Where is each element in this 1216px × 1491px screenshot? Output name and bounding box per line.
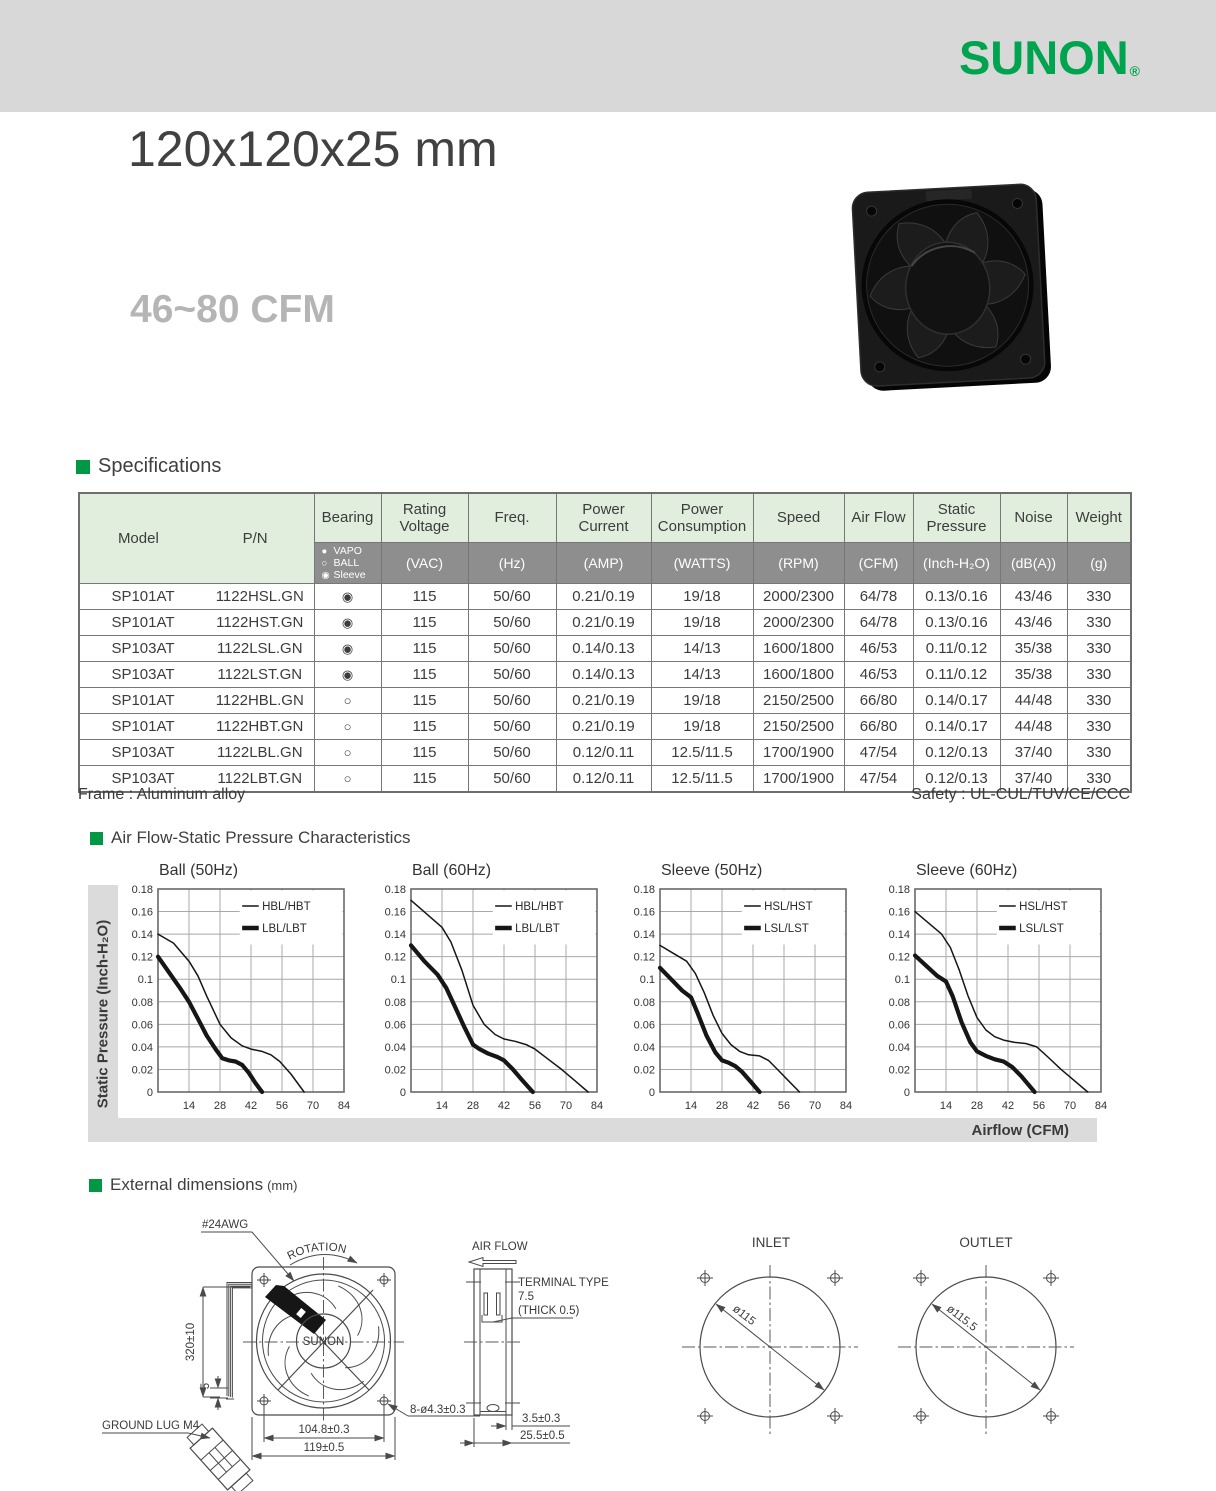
y-tick-label: 0.02 [131, 1064, 153, 1077]
table-footnotes [78, 786, 1130, 804]
cell-airflow: 46/53 [844, 636, 913, 662]
cell-consumption: 12.5/11.5 [651, 766, 753, 793]
cell-pressure: 0.11/0.12 [913, 662, 1000, 688]
cell-pn: 1122HSL.GN [206, 584, 314, 610]
legend-entry: LSL/LST [764, 923, 809, 935]
series-hsl-hst [660, 945, 800, 1092]
cell-freq: 50/60 [468, 766, 556, 793]
y-tick-label: 0.16 [131, 906, 153, 919]
chart-plot [371, 885, 611, 1115]
specifications-heading-label: Specifications [98, 455, 222, 477]
cell-bearing: ◉ [314, 584, 381, 610]
cell-weight: 330 [1067, 714, 1131, 740]
chart-title: Ball (60Hz) [412, 862, 492, 879]
page-title: 120x120x25 mm [128, 121, 498, 177]
col-unit-pressure: (Inch-H₂O) [913, 543, 1000, 584]
cell-pn: 1122HST.GN [206, 610, 314, 636]
cable-length-dim: 320±10 [185, 1322, 197, 1362]
cell-freq: 50/60 [468, 714, 556, 740]
bearing-legend-item: ● VAPO [321, 544, 362, 557]
y-tick-label: 0.08 [888, 996, 910, 1009]
y-tick-label: 0.04 [384, 1041, 406, 1054]
col-header-bearing: Bearing [314, 493, 381, 543]
x-tick-label: 14 [435, 1100, 449, 1112]
col-header-airflow: Air Flow [844, 493, 913, 543]
cell-airflow: 64/78 [844, 584, 913, 610]
cell-speed: 1600/1800 [753, 636, 844, 662]
series-lbl-lbt [411, 945, 533, 1092]
chart-ball-60hz [371, 862, 629, 1118]
cell-noise: 37/40 [1000, 766, 1067, 793]
cell-freq: 50/60 [468, 584, 556, 610]
outlet-drawing [898, 1235, 1074, 1437]
y-tick-label: 0.18 [131, 885, 153, 896]
x-tick-label: 42 [244, 1100, 258, 1112]
cell-pressure: 0.11/0.12 [913, 636, 1000, 662]
series-lsl-lst [660, 968, 760, 1092]
cell-consumption: 19/18 [651, 610, 753, 636]
col-header-pressure: Static Pressure [913, 493, 1000, 543]
table-row [79, 610, 1131, 636]
cell-airflow: 47/54 [844, 766, 913, 793]
outlet-diameter-dim: ø115.5 [944, 1302, 980, 1334]
y-tick-label: 0.06 [888, 1019, 910, 1032]
sunon-logo [959, 30, 1140, 85]
cell-voltage: 115 [381, 584, 468, 610]
cell-bearing: ◉ [314, 662, 381, 688]
y-tick-label: 0.12 [633, 951, 655, 964]
col-header-voltage: Rating Voltage [381, 493, 468, 543]
cfm-range: 46~80 CFM [130, 288, 335, 331]
airflow-heading [90, 828, 410, 848]
cell-model: SP101AT [79, 610, 206, 636]
x-tick-label: 56 [777, 1100, 791, 1112]
cell-noise: 43/46 [1000, 610, 1067, 636]
y-tick-label: 0.14 [888, 929, 910, 942]
chart-title: Sleeve (60Hz) [916, 862, 1018, 879]
model-pn-header [79, 493, 314, 584]
table-row [79, 688, 1131, 714]
y-tick-label: 0.16 [384, 906, 406, 919]
y-axis-strip [88, 885, 118, 1142]
cell-weight: 330 [1067, 688, 1131, 714]
y-tick-label: 0.18 [888, 885, 910, 896]
pn-header: P/N [242, 530, 268, 547]
x-tick-label: 42 [1001, 1100, 1015, 1112]
cell-pn: 1122LBT.GN [206, 766, 314, 793]
table-row [79, 662, 1131, 688]
cell-voltage: 115 [381, 636, 468, 662]
x-tick-label: 70 [1063, 1100, 1077, 1112]
y-tick-label: 0.12 [131, 951, 153, 964]
terminal-size-label: 7.5 [518, 1291, 534, 1303]
frame-note: Frame : Aluminum alloy [78, 786, 246, 803]
legend-entry: HSL/HST [1019, 901, 1068, 913]
safety-note: Safety : UL-CUL/TUV/CE/CCC [911, 786, 1130, 803]
cell-weight: 330 [1067, 584, 1131, 610]
x-tick-label: 84 [590, 1100, 604, 1112]
y-tick-label: 0.04 [888, 1041, 910, 1054]
ground-lug-label: GROUND LUG M4 [102, 1420, 200, 1432]
cell-voltage: 115 [381, 688, 468, 714]
cell-pn: 1122LST.GN [206, 662, 314, 688]
bearing-legend-item: ◉ Sleeve [321, 569, 366, 582]
cell-voltage: 115 [381, 766, 468, 793]
chart-sleeve-50hz [620, 862, 878, 1118]
x-tick-label: 14 [939, 1100, 953, 1112]
cell-speed: 1700/1900 [753, 766, 844, 793]
dimension-drawings [60, 1210, 1216, 1491]
cell-pressure: 0.14/0.17 [913, 688, 1000, 714]
wire-channel [265, 1285, 326, 1334]
cell-current: 0.21/0.19 [556, 584, 651, 610]
y-tick-label: 0.12 [888, 951, 910, 964]
cell-speed: 2150/2500 [753, 688, 844, 714]
cell-speed: 1700/1900 [753, 740, 844, 766]
x-tick-label: 42 [497, 1100, 511, 1112]
cell-pn: 1122LBL.GN [206, 740, 314, 766]
fan-product-image [845, 178, 1060, 413]
y-tick-label: 0.02 [384, 1064, 406, 1077]
cell-bearing: ◉ [314, 610, 381, 636]
cell-freq: 50/60 [468, 740, 556, 766]
hole-spec-label: 8-ø4.3±0.3 [410, 1404, 466, 1416]
cell-airflow: 66/80 [844, 714, 913, 740]
x-tick-label: 14 [684, 1100, 698, 1112]
y-tick-label: 0.16 [633, 906, 655, 919]
inlet-title: INLET [751, 1235, 791, 1250]
cell-consumption: 19/18 [651, 584, 753, 610]
inlet-drawing [682, 1235, 858, 1437]
cell-bearing: ◉ [314, 636, 381, 662]
cell-model: SP101AT [79, 584, 206, 610]
table-row [79, 714, 1131, 740]
dimensions-unit-label: (mm) [267, 1177, 298, 1193]
wire-gauge-label: #24AWG [202, 1219, 249, 1231]
cell-voltage: 115 [381, 610, 468, 636]
legend-entry: HBL/HBT [262, 901, 311, 913]
registered-mark: ® [1129, 63, 1140, 79]
table-row [79, 636, 1131, 662]
green-square-icon [76, 460, 90, 474]
cell-noise: 44/48 [1000, 688, 1067, 714]
col-header-speed: Speed [753, 493, 844, 543]
cell-speed: 2000/2300 [753, 610, 844, 636]
cell-bearing: ○ [314, 766, 381, 793]
x-tick-label: 56 [1032, 1100, 1046, 1112]
cell-model: SP101AT [79, 714, 206, 740]
rotation-text: ROTATION [285, 1241, 348, 1263]
x-axis-label: Airflow (CFM) [971, 1121, 1069, 1139]
cell-weight: 330 [1067, 662, 1131, 688]
terminal-type-label: TERMINAL TYPE [518, 1277, 609, 1289]
col-unit-weight: (g) [1067, 543, 1131, 584]
cell-noise: 37/40 [1000, 740, 1067, 766]
hub-logo: SUNON [302, 1336, 345, 1348]
y-tick-label: 0.02 [888, 1064, 910, 1077]
x-axis-strip [88, 1118, 1097, 1142]
y-tick-label: 0.14 [384, 929, 406, 942]
y-tick-label: 0 [648, 1087, 655, 1099]
cell-model: SP103AT [79, 766, 206, 793]
y-tick-label: 0.1 [137, 974, 153, 987]
cell-consumption: 14/13 [651, 636, 753, 662]
cell-weight: 330 [1067, 766, 1131, 793]
cell-airflow: 46/53 [844, 662, 913, 688]
chart-plot [875, 885, 1115, 1115]
ground-lug-drawing [183, 1421, 256, 1491]
cell-airflow: 47/54 [844, 740, 913, 766]
y-tick-label: 0 [146, 1087, 153, 1099]
cell-model: SP101AT [79, 688, 206, 714]
cell-current: 0.14/0.13 [556, 662, 651, 688]
col-unit-current: (AMP) [556, 543, 651, 584]
col-header-weight: Weight [1067, 493, 1131, 543]
cell-voltage: 115 [381, 662, 468, 688]
col-header-consumption: Power Consumption [651, 493, 753, 543]
green-square-icon [90, 832, 103, 845]
chart-plot [620, 885, 860, 1115]
col-header-current: Power Current [556, 493, 651, 543]
model-header: Model [117, 530, 159, 547]
cell-speed: 1600/1800 [753, 662, 844, 688]
cell-freq: 50/60 [468, 662, 556, 688]
y-tick-label: 0.08 [633, 996, 655, 1009]
cell-current: 0.21/0.19 [556, 714, 651, 740]
y-tick-label: 0.18 [633, 885, 655, 896]
cell-bearing: ○ [314, 714, 381, 740]
front-view-drawing [102, 1219, 480, 1491]
col-unit-noise: (dB(A)) [1000, 543, 1067, 584]
cell-pn: 1122HBT.GN [206, 714, 314, 740]
bearing-symbol-icon: ◉ [321, 570, 330, 582]
legend-entry: HSL/HST [764, 901, 813, 913]
x-tick-label: 70 [306, 1100, 320, 1112]
specifications-heading [76, 455, 221, 478]
x-tick-label: 14 [182, 1100, 196, 1112]
cell-pn: 1122HBL.GN [206, 688, 314, 714]
y-tick-label: 0.12 [384, 951, 406, 964]
y-tick-label: 0.06 [384, 1019, 406, 1032]
x-tick-label: 84 [1094, 1100, 1108, 1112]
x-tick-label: 28 [715, 1100, 729, 1112]
chart-plot [118, 885, 358, 1115]
cell-current: 0.14/0.13 [556, 636, 651, 662]
y-tick-label: 0.1 [894, 974, 910, 987]
bearing-symbol-icon: ● [321, 545, 328, 557]
x-tick-label: 56 [275, 1100, 289, 1112]
y-tick-label: 0.06 [131, 1019, 153, 1032]
legend-entry: LBL/LBT [262, 923, 307, 935]
cell-pressure: 0.13/0.16 [913, 584, 1000, 610]
col-unit-voltage: (VAC) [381, 543, 468, 584]
table-row [79, 584, 1131, 610]
y-tick-label: 0.04 [131, 1041, 153, 1054]
cell-weight: 330 [1067, 610, 1131, 636]
cell-voltage: 115 [381, 740, 468, 766]
cell-pn: 1122LSL.GN [206, 636, 314, 662]
cell-airflow: 64/78 [844, 610, 913, 636]
cell-noise: 44/48 [1000, 714, 1067, 740]
cell-airflow: 66/80 [844, 688, 913, 714]
y-tick-label: 0.04 [633, 1041, 655, 1054]
cell-freq: 50/60 [468, 688, 556, 714]
cell-current: 0.21/0.19 [556, 610, 651, 636]
col-header-noise: Noise [1000, 493, 1067, 543]
x-tick-label: 56 [528, 1100, 542, 1112]
cell-consumption: 19/18 [651, 714, 753, 740]
cell-model: SP103AT [79, 636, 206, 662]
cell-model: SP103AT [79, 662, 206, 688]
col-header-freq: Freq. [468, 493, 556, 543]
sunon-logo-text: SUNON [958, 31, 1129, 84]
side-view-drawing [460, 1241, 609, 1447]
dimensions-heading-label: External dimensions [110, 1175, 264, 1194]
cell-pressure: 0.12/0.13 [913, 766, 1000, 793]
cell-noise: 35/38 [1000, 636, 1067, 662]
y-tick-label: 0.14 [131, 929, 153, 942]
green-square-icon [89, 1179, 102, 1192]
x-tick-label: 84 [337, 1100, 351, 1112]
cell-noise: 35/38 [1000, 662, 1067, 688]
series-lsl-lst [915, 956, 1035, 1093]
y-tick-label: 0.14 [633, 929, 655, 942]
chart-title: Sleeve (50Hz) [661, 862, 763, 879]
cell-bearing: ○ [314, 740, 381, 766]
x-tick-label: 28 [466, 1100, 480, 1112]
cell-model: SP103AT [79, 740, 206, 766]
cable-offset-dim: 5 [200, 1382, 212, 1390]
col-unit-consumption: (WATTS) [651, 543, 753, 584]
x-tick-label: 28 [970, 1100, 984, 1112]
cell-speed: 2150/2500 [753, 714, 844, 740]
col-unit-freq: (Hz) [468, 543, 556, 584]
y-tick-label: 0.1 [390, 974, 406, 987]
legend-entry: LSL/LST [1019, 923, 1064, 935]
air-flow-arrow-icon [469, 1258, 516, 1267]
x-tick-label: 70 [559, 1100, 573, 1112]
table-row [79, 740, 1131, 766]
inlet-diameter-dim: ø115 [730, 1302, 758, 1328]
cell-pressure: 0.14/0.17 [913, 714, 1000, 740]
cell-pressure: 0.12/0.13 [913, 740, 1000, 766]
cell-consumption: 14/13 [651, 662, 753, 688]
col-unit-airflow: (CFM) [844, 543, 913, 584]
flange-dim: 3.5±0.3 [522, 1413, 561, 1425]
cell-bearing: ○ [314, 688, 381, 714]
outlet-title: OUTLET [959, 1235, 1013, 1250]
y-tick-label: 0.02 [633, 1064, 655, 1077]
depth-dim: 25.5±0.5 [520, 1430, 565, 1442]
air-flow-label: AIR FLOW [472, 1241, 528, 1253]
y-tick-label: 0.16 [888, 906, 910, 919]
y-tick-label: 0.18 [384, 885, 406, 896]
cell-noise: 43/46 [1000, 584, 1067, 610]
cell-consumption: 19/18 [651, 688, 753, 714]
x-tick-label: 70 [808, 1100, 822, 1112]
col-unit-speed: (RPM) [753, 543, 844, 584]
frame-size-dim: 119±0.5 [303, 1442, 345, 1454]
x-tick-label: 28 [213, 1100, 227, 1112]
cell-weight: 330 [1067, 740, 1131, 766]
bearing-legend-item: ○ BALL [321, 556, 360, 569]
bearing-symbol-icon: ○ [321, 557, 328, 569]
chart-title: Ball (50Hz) [159, 862, 239, 879]
legend-entry: LBL/LBT [515, 923, 560, 935]
y-tick-label: 0.06 [633, 1019, 655, 1032]
airflow-heading-label: Air Flow-Static Pressure Characteristics [111, 828, 411, 847]
cell-pressure: 0.13/0.16 [913, 610, 1000, 636]
specifications-table [78, 492, 1132, 793]
cell-current: 0.12/0.11 [556, 766, 651, 793]
dimensions-heading [89, 1175, 297, 1195]
cell-current: 0.21/0.19 [556, 688, 651, 714]
cell-speed: 2000/2300 [753, 584, 844, 610]
cell-weight: 330 [1067, 636, 1131, 662]
col-unit-bearing [314, 543, 381, 584]
chart-ball-50hz [118, 862, 376, 1118]
chart-sleeve-60hz [875, 862, 1133, 1118]
rotation-label [286, 1241, 348, 1262]
x-tick-label: 84 [839, 1100, 853, 1112]
y-tick-label: 0.08 [384, 996, 406, 1009]
legend-entry: HBL/HBT [515, 901, 564, 913]
terminal-thick-label: (THICK 0.5) [518, 1305, 580, 1317]
cell-consumption: 12.5/11.5 [651, 740, 753, 766]
y-axis-label: Static Pressure (Inch-H₂O) [94, 919, 112, 1108]
y-tick-label: 0 [903, 1087, 910, 1099]
cell-freq: 50/60 [468, 636, 556, 662]
terminal-drawing [482, 1293, 502, 1322]
y-tick-label: 0.1 [639, 974, 655, 987]
cell-freq: 50/60 [468, 610, 556, 636]
y-tick-label: 0 [399, 1087, 406, 1099]
bearing-legend [315, 545, 381, 582]
cell-current: 0.12/0.11 [556, 740, 651, 766]
hole-pitch-dim: 104.8±0.3 [298, 1424, 350, 1436]
cell-voltage: 115 [381, 714, 468, 740]
x-tick-label: 42 [746, 1100, 760, 1112]
y-tick-label: 0.08 [131, 996, 153, 1009]
